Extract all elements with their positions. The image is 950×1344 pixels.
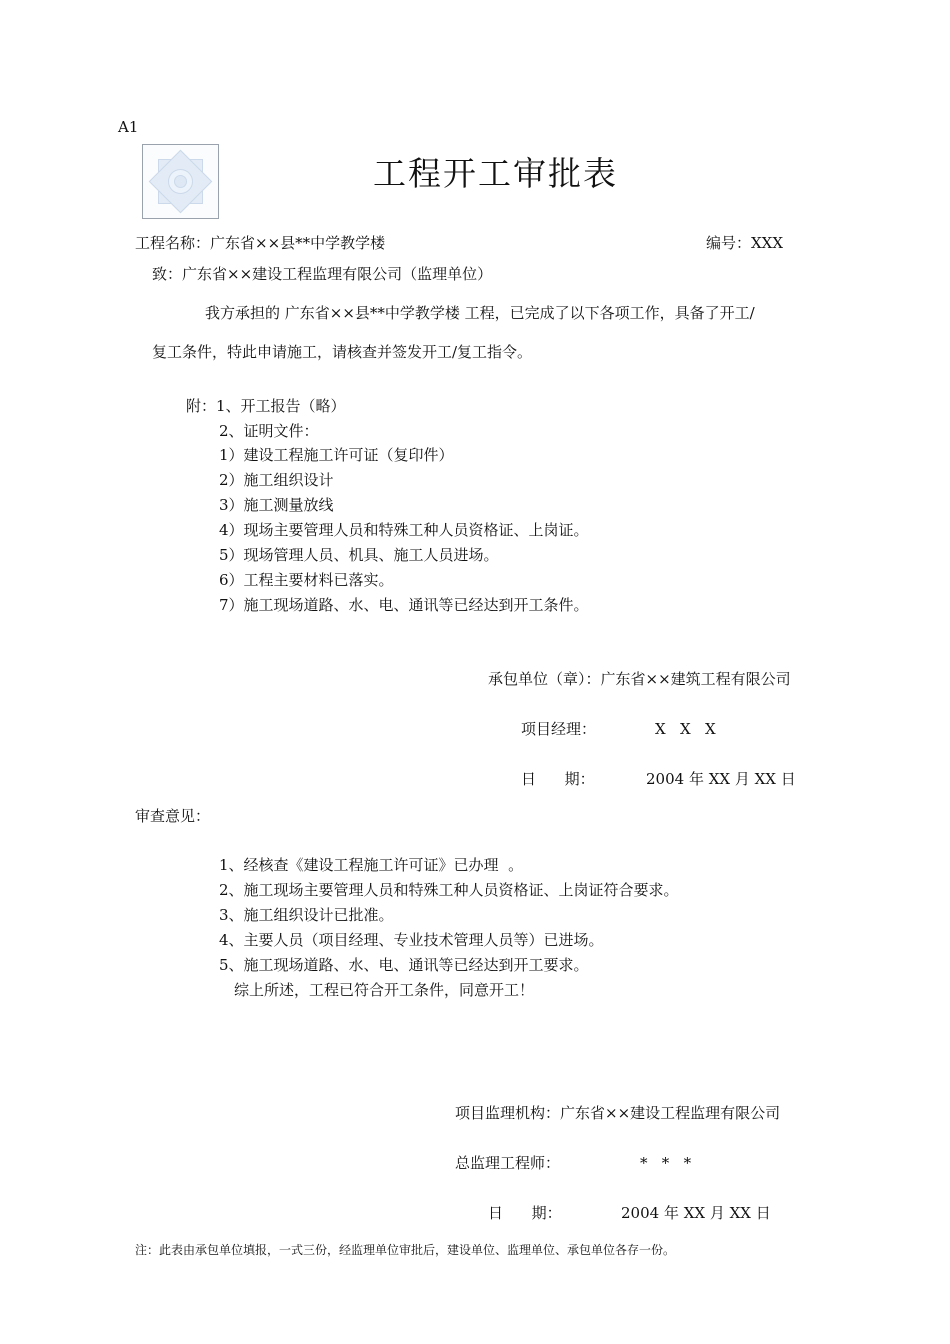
contractor-manager-value: X X X bbox=[655, 720, 716, 738]
supervisor-org: 项目监理机构：广东省××建设工程监理有限公司 bbox=[455, 1104, 781, 1122]
supervisor-engineer-value: * * * bbox=[640, 1154, 692, 1172]
supervisor-date-label: 日 期： bbox=[488, 1204, 562, 1222]
review-item: 4、主要人员（项目经理、专业技术管理人员等）已进场。 bbox=[219, 931, 604, 949]
supervisor-date-value: 2004 年 XX 月 XX 日 bbox=[621, 1204, 771, 1222]
contractor-date-value: 2004 年 XX 月 XX 日 bbox=[646, 770, 796, 788]
attachment-item: 4）现场主要管理人员和特殊工种人员资格证、上岗证。 bbox=[219, 521, 589, 539]
review-item: 1、经核查《建设工程施工许可证》已办理 。 bbox=[219, 856, 524, 874]
attachment-item: 5）现场管理人员、机具、施工人员进场。 bbox=[219, 546, 499, 564]
page-title: 工程开工审批表 bbox=[373, 154, 618, 193]
attachment-item: 7）施工现场道路、水、电、通讯等已经达到开工条件。 bbox=[219, 596, 589, 614]
contractor-date-label: 日 期： bbox=[521, 770, 595, 788]
attachment-item: 2）施工组织设计 bbox=[219, 471, 334, 489]
review-conclusion: 综上所述，工程已符合开工条件，同意开工！ bbox=[234, 981, 535, 999]
contractor-manager-label: 项目经理： bbox=[521, 720, 597, 738]
review-item: 2、施工现场主要管理人员和特殊工种人员资格证、上岗证符合要求。 bbox=[219, 881, 679, 899]
body-line-2: 复工条件，特此申请施工，请核查并签发开工/复工指令。 bbox=[152, 343, 533, 361]
snowflake-emblem-icon bbox=[143, 145, 218, 218]
body-line-1: 我方承担的 广东省××县**中学教学楼 工程，已完成了以下各项工作，具备了开工/ bbox=[205, 304, 755, 322]
attachment-item: 6）工程主要材料已落实。 bbox=[219, 571, 394, 589]
attachment-item: 附：1、开工报告（略） bbox=[186, 397, 346, 415]
project-name: 工程名称：广东省××县**中学教学楼 bbox=[135, 234, 386, 252]
logo-image bbox=[142, 144, 219, 219]
contractor-unit: 承包单位（章）：广东省××建筑工程有限公司 bbox=[488, 670, 791, 688]
attachment-item: 3）施工测量放线 bbox=[219, 496, 334, 514]
attachment-item: 1）建设工程施工许可证（复印件） bbox=[219, 446, 454, 464]
form-code: A1 bbox=[118, 118, 139, 136]
addressee: 致：广东省××建设工程监理有限公司（监理单位） bbox=[152, 265, 493, 283]
supervisor-engineer-label: 总监理工程师： bbox=[455, 1154, 561, 1172]
form-number: 编号：XXX bbox=[706, 234, 784, 252]
footnote: 注：此表由承包单位填报，一式三份，经监理单位审批后，建设单位、监理单位、承包单位各存一份。 bbox=[135, 1243, 676, 1257]
attachment-item: 2、证明文件： bbox=[219, 422, 319, 440]
review-heading: 审查意见： bbox=[135, 807, 211, 825]
review-item: 5、施工现场道路、水、电、通讯等已经达到开工要求。 bbox=[219, 956, 589, 974]
review-item: 3、施工组织设计已批准。 bbox=[219, 906, 394, 924]
